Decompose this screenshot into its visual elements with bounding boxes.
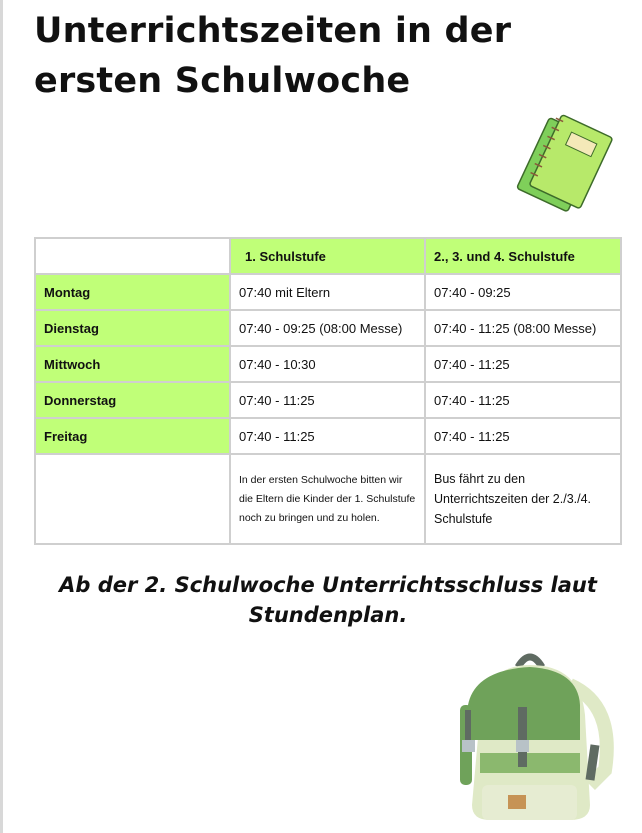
other-grades-cell: 07:40 - 09:25 xyxy=(425,274,621,310)
other-grades-cell: 07:40 - 11:25 xyxy=(425,418,621,454)
day-cell: Freitag xyxy=(35,418,230,454)
day-cell: Dienstag xyxy=(35,310,230,346)
first-grade-cell: 07:40 mit Eltern xyxy=(230,274,425,310)
first-grade-note: In der ersten Schulwoche bitten wir die Eltern die Kinder der 1. Schulstufe noch zu bringen und zu holen. xyxy=(230,454,425,544)
table-header-row xyxy=(35,238,621,274)
first-grade-cell: 07:40 - 10:30 xyxy=(230,346,425,382)
first-grade-cell: 07:40 - 09:25 (08:00 Messe) xyxy=(230,310,425,346)
first-grade-cell: 07:40 - 11:25 xyxy=(230,382,425,418)
header-other-grades: 2., 3. und 4. Schulstufe xyxy=(425,238,621,274)
backpack-illustration xyxy=(440,645,620,825)
header-empty xyxy=(35,238,230,274)
notes-empty-cell xyxy=(35,454,230,544)
other-grades-cell: 07:40 - 11:25 xyxy=(425,346,621,382)
table-row xyxy=(35,418,621,454)
notes-row xyxy=(35,454,621,544)
table-row xyxy=(35,310,621,346)
first-grade-cell: 07:40 - 11:25 xyxy=(230,418,425,454)
other-grades-cell: 07:40 - 11:25 xyxy=(425,382,621,418)
other-grades-cell: 07:40 - 11:25 (08:00 Messe) xyxy=(425,310,621,346)
table-row xyxy=(35,382,621,418)
other-grades-note: Bus fährt zu den Unterrichtszeiten der 2./3./4. Schulstufe xyxy=(425,454,621,544)
day-cell: Mittwoch xyxy=(35,346,230,382)
table-row xyxy=(35,274,621,310)
notebooks-illustration xyxy=(510,112,626,224)
table-row xyxy=(35,346,621,382)
page-edge xyxy=(0,0,3,833)
header-first-grade: 1. Schulstufe xyxy=(230,238,425,274)
day-cell: Montag xyxy=(35,274,230,310)
page-title: Unterrichtszeiten in der ersten Schulwoche xyxy=(34,11,512,101)
footer-note: Ab der 2. Schulwoche Unterrichtsschluss laut Stundenplan. xyxy=(59,573,597,627)
day-cell: Donnerstag xyxy=(35,382,230,418)
schedule-table xyxy=(34,237,622,545)
